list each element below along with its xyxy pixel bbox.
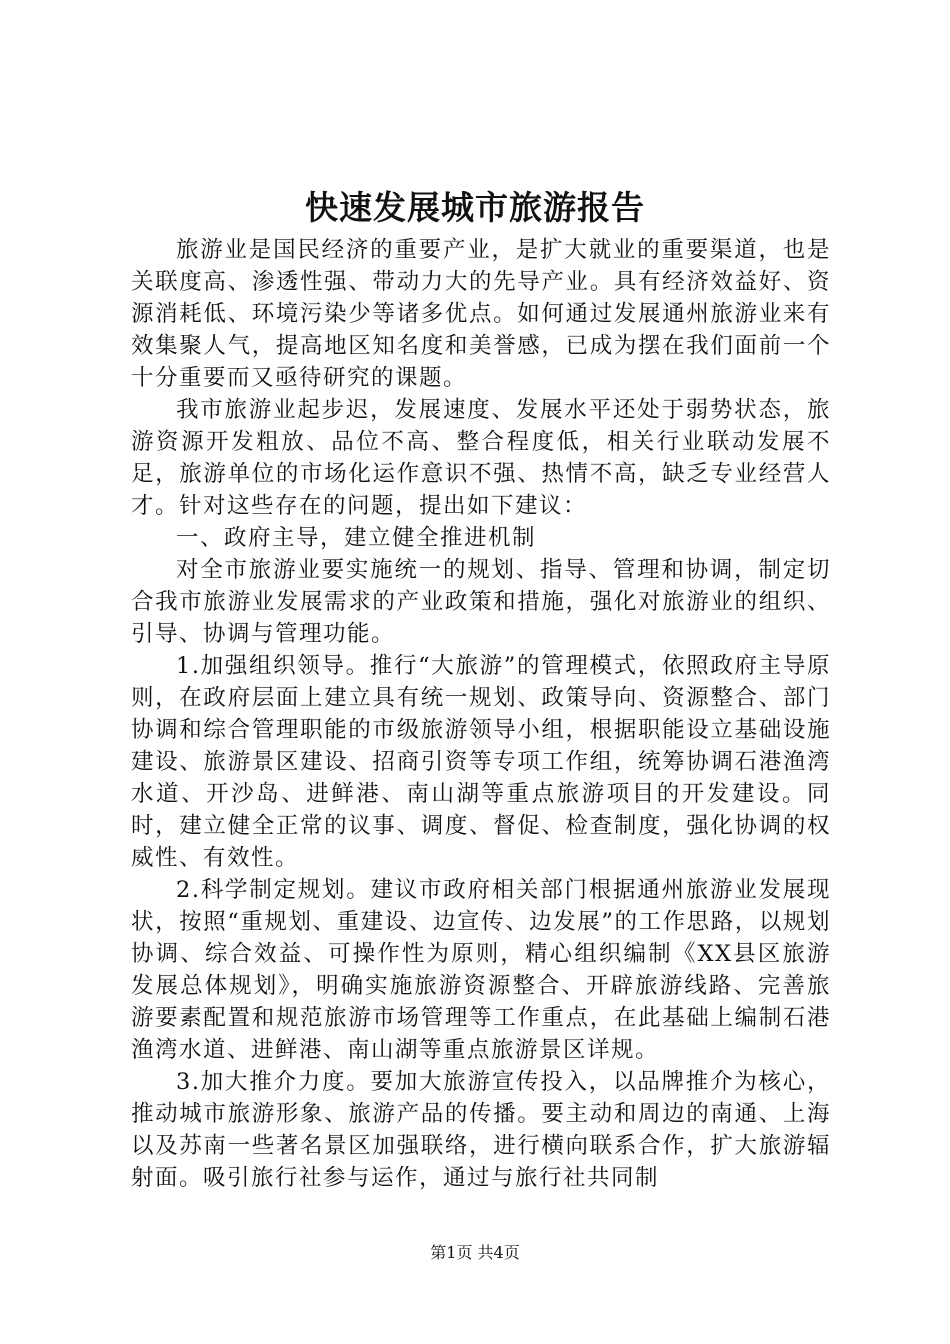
- paragraph-item-1: 1.加强组织领导。推行“大旅游”的管理模式，依照政府主导原则，在政府层面上建立具有统一规划、政策导向、资源整合、部门协调和综合管理职能的市级旅游领导小组，根据职能设立基础设施建设、旅游景区建设、招商引资等专项工作组，统筹协调石港渔湾水道、开沙岛、进鲜港、南山湖等重点旅游项目的开发建设。同时，建立健全正常的议事、调度、督促、检查制度，强化协调的权威性、有效性。: [131, 653, 831, 871]
- paragraph-item-2: 2.科学制定规划。建议市政府相关部门根据通州旅游业发展现状，按照“重规划、重建设、边宣传、边发展”的工作思路，以规划协调、综合效益、可操作性为原则，精心组织编制《XX县区旅游发展总体规划》，明确实施旅游资源整合、开辟旅游线路、完善旅游要素配置和规范旅游市场管理等工作重点，在此基础上编制石港渔湾水道、进鲜港、南山湖等重点旅游景区详规。: [131, 877, 831, 1063]
- paragraph-item-3: 3.加大推介力度。要加大旅游宣传投入，以品牌推介为核心，推动城市旅游形象、旅游产品的传播。要主动和周边的南通、上海以及苏南一些著名景区加强联络，进行横向联系合作，扩大旅游辐射面。吸引旅行社参与运作，通过与旅行社共同制: [131, 1069, 831, 1191]
- page-number-footer: 第1页 共4页: [430, 1243, 520, 1262]
- section-heading-1: 一、政府主导，建立健全推进机制: [176, 525, 537, 551]
- paragraph-status: 我市旅游业起步迟，发展速度、发展水平还处于弱势状态，旅游资源开发粗放、品位不高、整合程度低，相关行业联动发展不足，旅游单位的市场化运作意识不强、热情不高，缺乏专业经营人才。针对这些存在的问题，提出如下建议：: [131, 397, 831, 519]
- paragraph-intro: 旅游业是国民经济的重要产业，是扩大就业的重要渠道，也是关联度高、渗透性强、带动力大的先导产业。具有经济效益好、资源消耗低、环境污染少等诸多优点。如何通过发展通州旅游业来有效集聚人气，提高地区知名度和美誉感，已成为摆在我们面前一个十分重要而又亟待研究的课题。: [131, 237, 831, 391]
- paragraph-section-1: 对全市旅游业要实施统一的规划、指导、管理和协调，制定切合我市旅游业发展需求的产业政策和措施，强化对旅游业的组织、引导、协调与管理功能。: [131, 557, 831, 647]
- document-body: [131, 234, 831, 1194]
- document-title: 快速发展城市旅游报告: [305, 188, 645, 227]
